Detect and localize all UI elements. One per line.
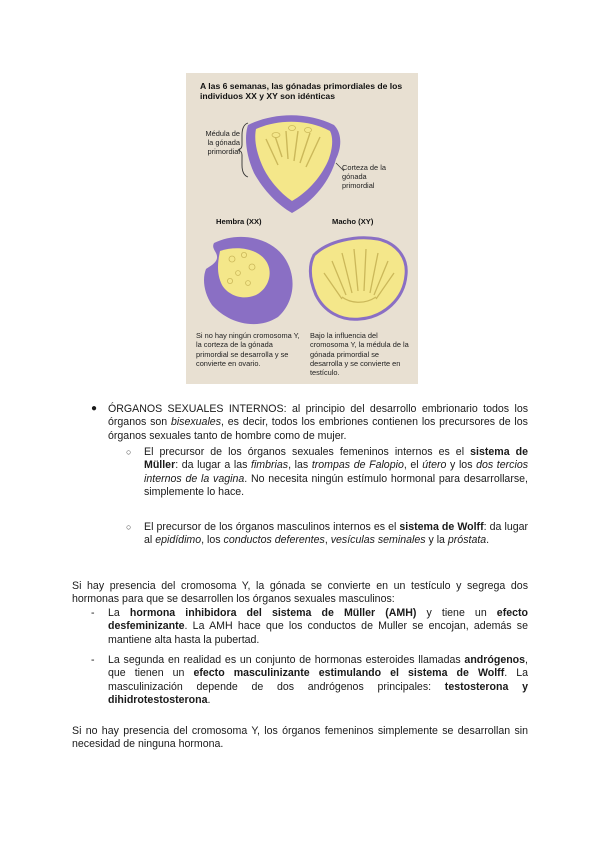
androgens-paragraph: La segunda en realidad es un conjunto de hormonas esteroides llamadas andrógenos, que tienen un efecto masculinizante estimulando el sistema de Wolff. La masculinización depende de dos andrógenos principales: testosterona y dihidrotestosterona. xyxy=(108,654,529,706)
cortex-label: Corteza de la gónada primordial xyxy=(342,163,386,190)
gonad-development-figure xyxy=(186,73,418,384)
male-caption: Bajo la influencia del cromosoma Y, la médula de la gónada primordial se desarrolla y se convierte en testículo. xyxy=(310,331,409,378)
muller-paragraph: El precursor de los órganos sexuales femeninos internos es el sistema de Müller: da lugar a las fimbrias, las trompas de Falopio, el útero y los dos tercios internos de la vagina. No necesita ningún estímulo hormonal para desarrollarse, simplemente lo hace. xyxy=(144,446,529,498)
sub-bullet-wolff: ○ xyxy=(126,522,132,532)
figure-title: A las 6 semanas, las gónadas primordiales de los individuos XX y XY son idénticas xyxy=(200,81,403,101)
amh-paragraph: La hormona inhibidora del sistema de Müller (AMH) y tiene un efecto desfeminizante. La AMH hace que los conductos de Muller se encojan, además se mantiene alta hasta la pubertad. xyxy=(108,607,528,646)
sub-bullet-muller: ○ xyxy=(126,447,132,457)
medulla-label: Médula de la gónada primordial xyxy=(205,129,240,156)
internal-organs-heading: ÓRGANOS SEXUALES INTERNOS xyxy=(108,403,284,415)
female-caption: Si no hay ningún cromosoma Y, la corteza de la gónada primordial se desarrolla y se convierte en ovario. xyxy=(196,331,300,368)
primordial-gonad xyxy=(246,115,340,213)
female-gonad xyxy=(204,237,293,324)
dash-marker-amh: - xyxy=(91,607,95,619)
male-gonad xyxy=(310,238,406,319)
female-heading: Hembra (XX) xyxy=(216,217,262,226)
bullet-marker: ● xyxy=(91,403,98,414)
no-y-chromosome-paragraph: Si no hay presencia del cromosoma Y, los órganos femeninos simplemente se desarrollan sin necesidad de ninguna hormona. xyxy=(72,725,528,751)
wolff-paragraph: El precursor de los órganos masculinos internos es el sistema de Wolff: da lugar al epidídimo, los conductos deferentes, vesículas seminales y la próstata. xyxy=(144,521,529,547)
male-heading: Macho (XY) xyxy=(332,217,374,226)
y-chromosome-paragraph: Si hay presencia del cromosoma Y, la gónada se convierte en un testículo y segrega dos hormonas para que se desarrollen los órganos sexuales masculinos: xyxy=(72,580,528,606)
internal-organs-paragraph: ÓRGANOS SEXUALES INTERNOS: al principio del desarrollo embrionario todos los órganos son bisexuales, es decir, todos los embriones contienen los precursores de los órganos sexuales tanto de hombre como de mujer. xyxy=(108,403,529,442)
dash-marker-androgens: - xyxy=(91,654,95,666)
